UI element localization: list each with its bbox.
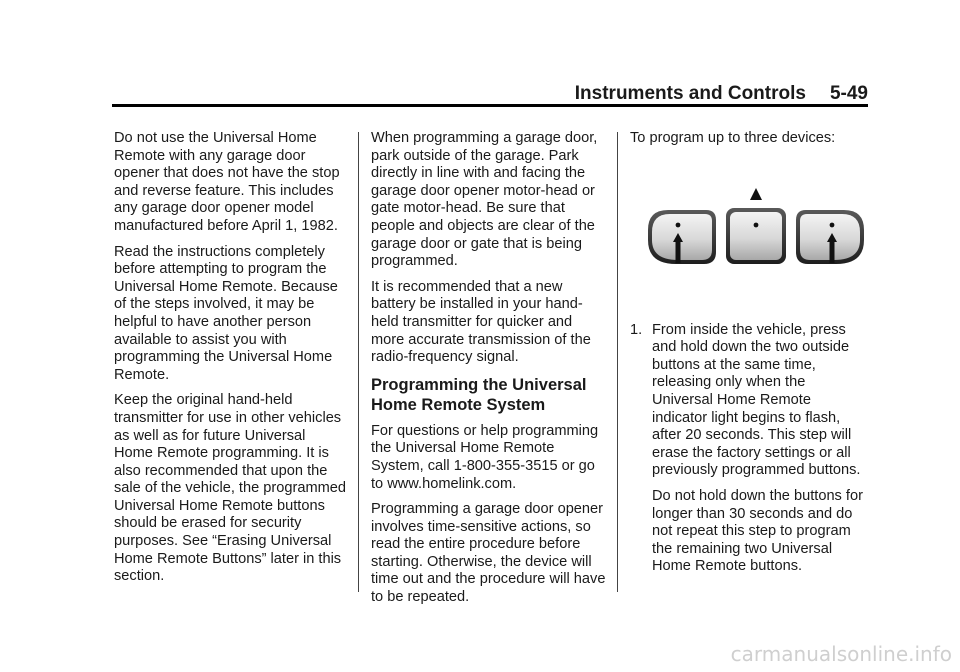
column-1 [114, 130, 346, 594]
middle-button [726, 208, 786, 264]
step-note: Do not hold down the buttons for longer than 30 seconds and do not repeat this step to program the remaining two Universal Home Remote buttons. [652, 487, 863, 575]
remote-buttons-svg [636, 160, 876, 312]
column-2 [371, 130, 607, 615]
step-text: From inside the vehicle, press and hold down the two outside buttons at the same time, releasing only when the Universal Home Remote indicator light begins to flash, after 20 seconds. This step will erase the factory settings or all previously programmed buttons. [652, 321, 861, 479]
left-button [648, 210, 716, 264]
column-divider [617, 132, 618, 592]
step-number: 1. [630, 321, 643, 338]
section-heading: Programming the Universal Home Remote System [371, 375, 587, 414]
column-divider [358, 132, 359, 592]
paragraph: Do not use the Universal Home Remote with any garage door opener that does not have the stop and reverse feature. This includes any garage door opener model manufactured before April 1, 1982. [114, 130, 340, 234]
page-number: 5-49 [829, 83, 868, 104]
watermark: carmanualsonline.info [730, 642, 952, 666]
indicator-light-icon [750, 188, 762, 200]
paragraph: Read the instructions completely before attempting to program the Universal Home Remote. Because of the steps involved, it may be helpful to have another person available to assist you with programming the Universal Home Remote. [114, 243, 338, 383]
page-header [112, 84, 868, 104]
intro-text: To program up to three devices: [630, 130, 836, 146]
paragraph: Keep the original hand-held transmitter for use in other vehicles as well as for future Universal Home Remote programming. It is also recommended that upon the sale of the vehicle, the programmed Universal Home Remote buttons should be erased for security purposes. See “Erasing Universal Home Remote Buttons” later in this section. [114, 392, 347, 585]
remote-buttons-illustration [636, 160, 876, 312]
column-3 [630, 130, 870, 584]
step-1 [630, 322, 870, 576]
paragraph: When programming a garage door, park outside of the garage. Park directly in line with and facing the garage door opener motor-head or gate motor-head. Be sure that people and objects are clear of the garage door or gate that is being programmed. [371, 130, 598, 270]
header-rule [112, 104, 868, 107]
paragraph: For questions or help programming the Universal Home Remote System, call 1-800-355-3515 or go to www.homelink.com. [371, 422, 599, 492]
paragraph: It is recommended that a new battery be installed in your hand-held transmitter for quicker and more accurate transmission of the radio-frequency signal. [371, 278, 591, 366]
right-button [796, 210, 864, 264]
section-title: Instruments and Controls [574, 83, 806, 104]
paragraph: Programming a garage door opener involves time-sensitive actions, so read the entire procedure before starting. Otherwise, the device will time out and the procedure will have to be repeated. [371, 501, 606, 606]
